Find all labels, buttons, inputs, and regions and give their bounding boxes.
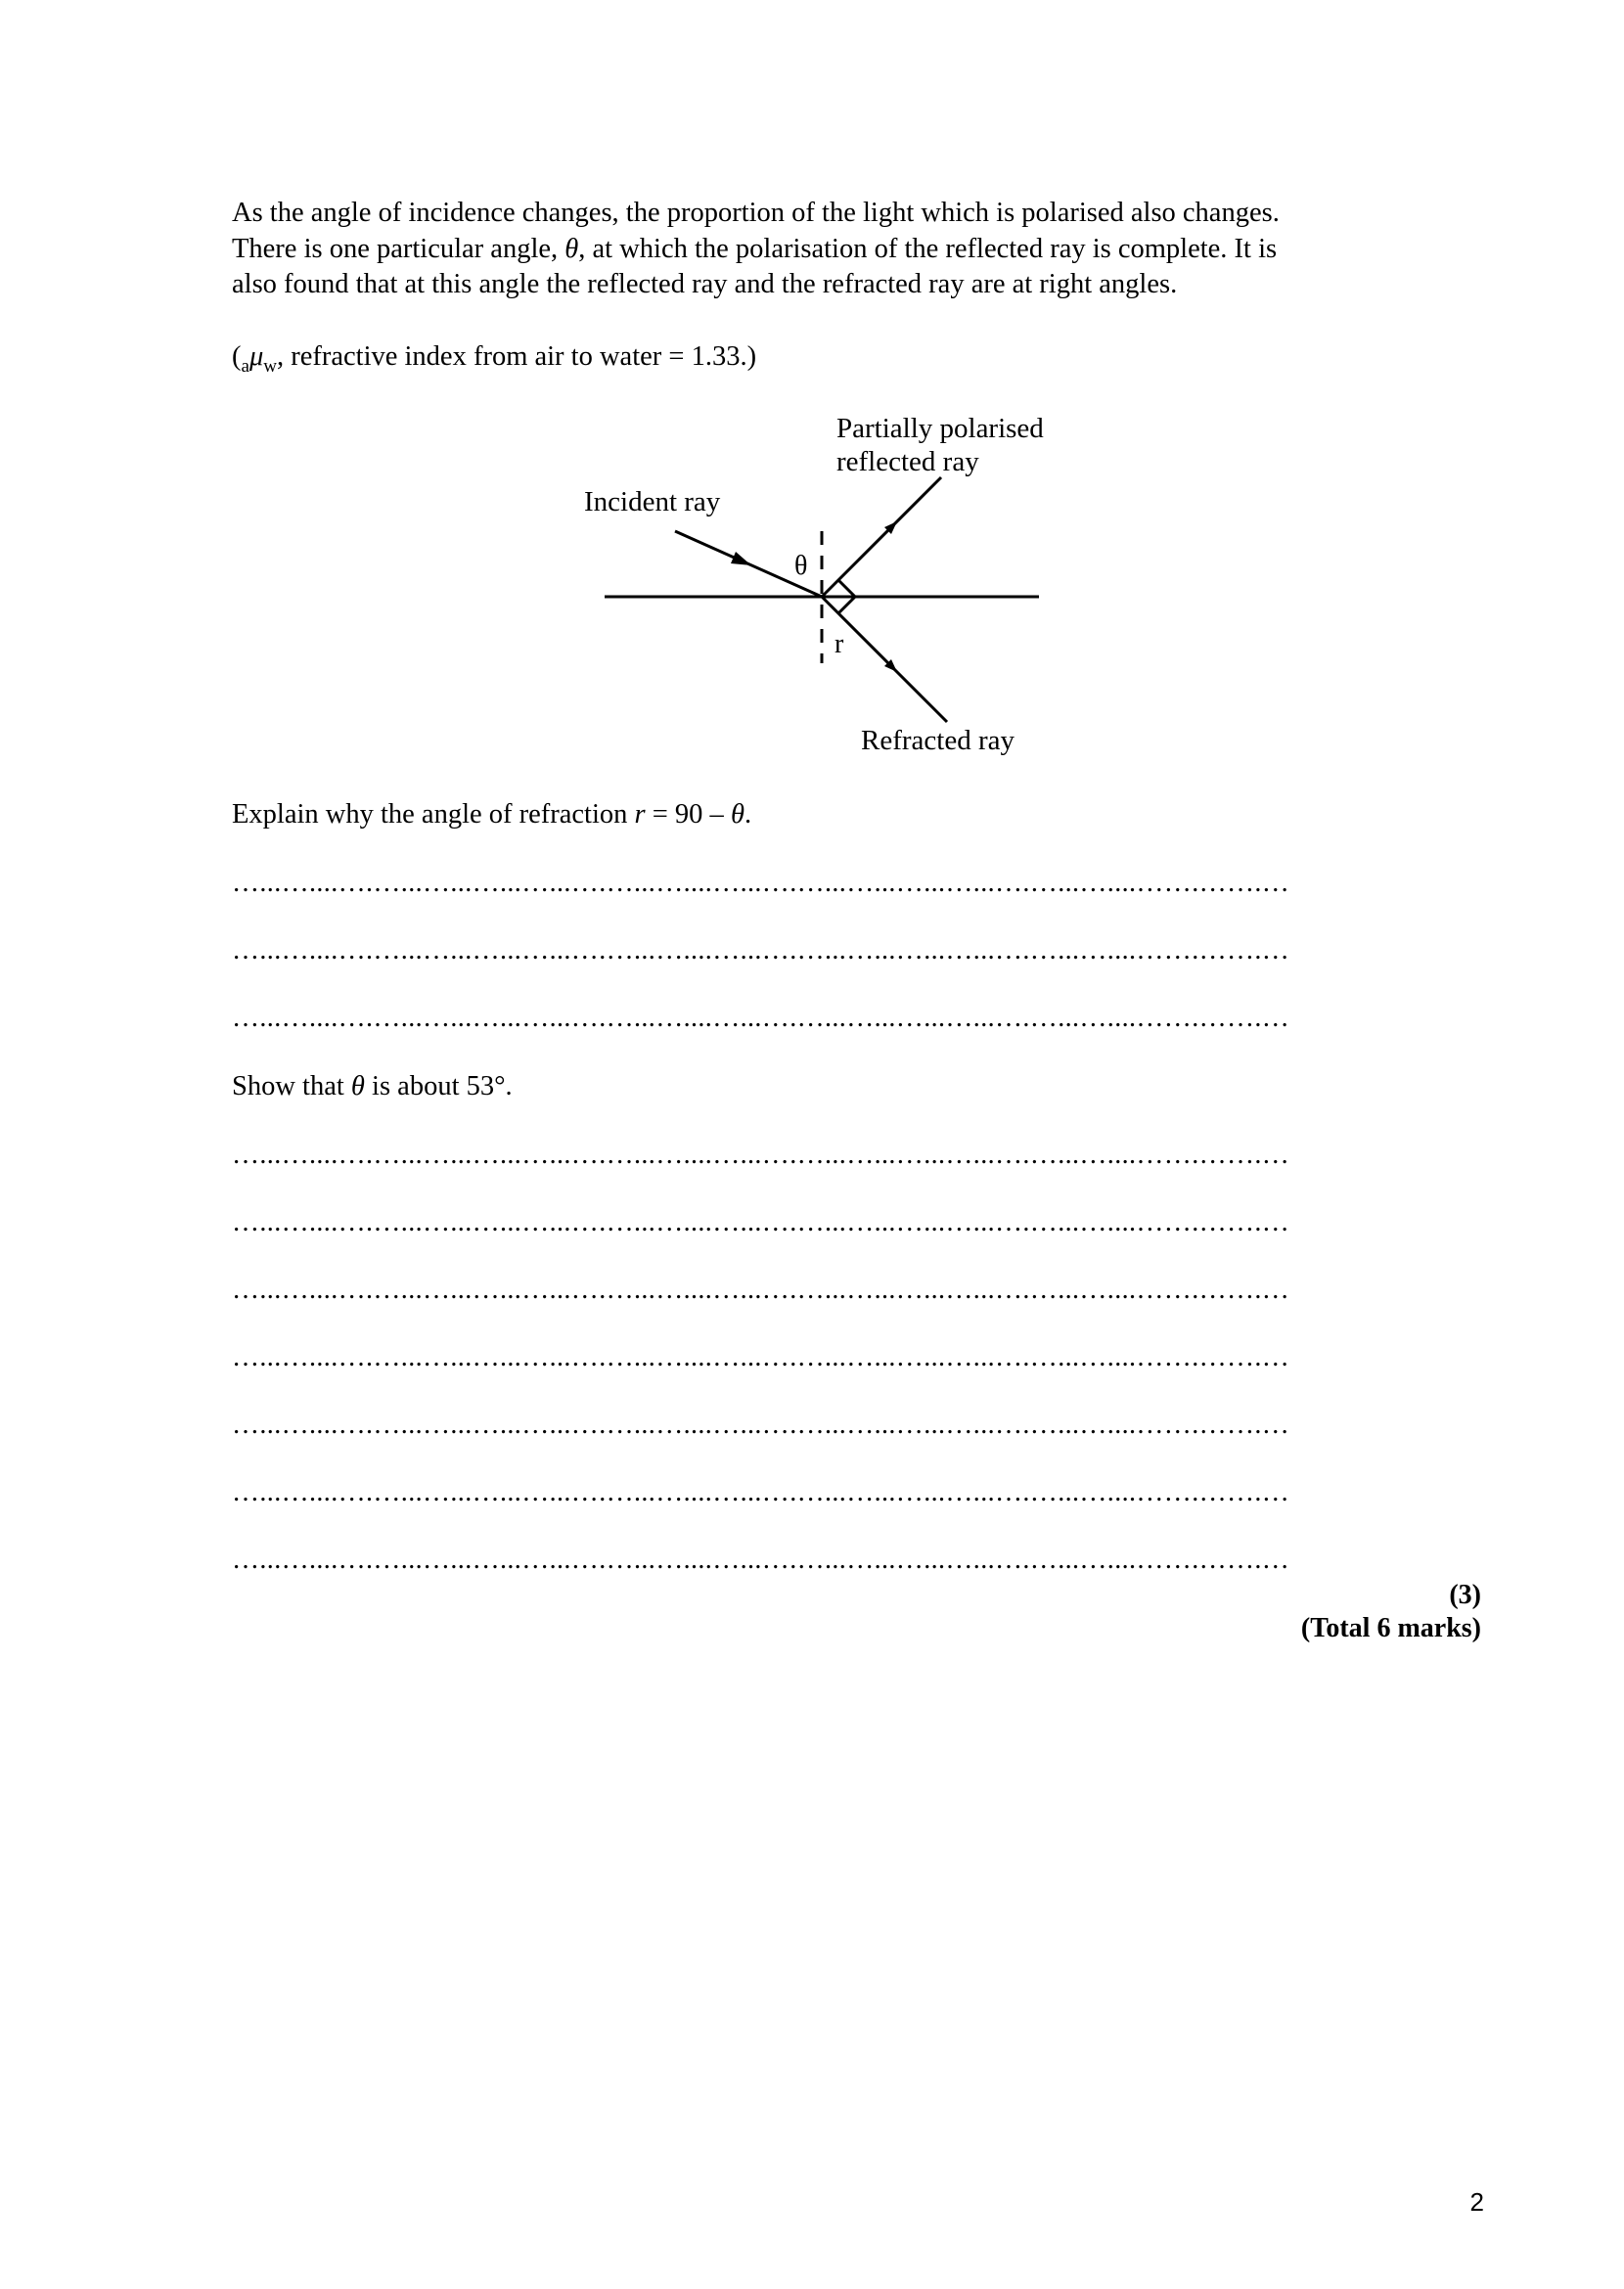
mu-symbol: μ	[248, 341, 264, 372]
question-explain-refraction	[232, 797, 1435, 833]
answer-line[interactable]: …...…....….…...…...…...…...….…...…....…...….…...…...…...…...….…...…....…….…….…	[232, 1207, 1290, 1237]
question-a-text-end: .	[744, 799, 752, 830]
intro-line-2b: , at which the polarisation of the reflected ray is complete. It is	[578, 233, 1278, 264]
answer-line[interactable]: …...…....….…...…...…...…...….…...…....…...….…...…...…...…...….…...…....…….…….…	[232, 1545, 1290, 1575]
part-marks: (3)	[1449, 1580, 1481, 1610]
page-number: 2	[1469, 2187, 1484, 2217]
question-b-text-end: is about 53°.	[364, 1071, 513, 1101]
answer-line[interactable]: …...…....….…...…...…...…...….…...…....…...….…...…...…...…...….…...…....…….…….…	[232, 1003, 1290, 1033]
note-sub-w: w	[263, 356, 277, 377]
question-a-text: Explain why the angle of refraction	[232, 799, 635, 830]
answer-line[interactable]: …...…....….…...…...…...…...….…...…....…...….…...…...…...…...….…...…....…….…….…	[232, 1275, 1290, 1305]
answer-line[interactable]: …...…....….…...…...…...…...….…...…....…...….…...…...…...…...….…...…....…….…….…	[232, 1477, 1290, 1507]
note-open-paren: (	[232, 341, 242, 372]
reflected-ray-label-line2: reflected ray	[836, 446, 979, 477]
answer-line[interactable]: …...…....….…...…...…...…...….…...…....…...….…...…...…...…...….…...…....…….…….…	[232, 868, 1290, 898]
answer-line[interactable]: …...…....….…...…...…...…...….…...…....…...….…...…...…...…...….…...…....…….…….…	[232, 935, 1290, 965]
reflected-ray-label-line1: Partially polarised	[836, 413, 1044, 444]
refracted-ray	[822, 597, 947, 722]
answer-line[interactable]: …...…....….…...…...…...…...….…...…....…...….…...…...…...…...….…...…....…….…….…	[232, 1140, 1290, 1170]
intro-line-3: also found that at this angle the reflected ray and the refracted ray are at right angles.	[232, 269, 1178, 299]
refracted-ray-label: Refracted ray	[861, 725, 1015, 756]
total-marks: (Total 6 marks)	[1300, 1613, 1481, 1643]
theta-symbol: θ	[564, 233, 579, 264]
note-text: , refractive index from air to water = 1.33.)	[276, 341, 757, 372]
question-a-text-mid: = 90 –	[645, 799, 731, 830]
incident-ray-label: Incident ray	[584, 486, 721, 517]
intro-line-1: As the angle of incidence changes, the proportion of the light which is polarised also changes.	[232, 198, 1280, 228]
theta-symbol: θ	[350, 1071, 365, 1101]
theta-angle-label: θ	[794, 551, 808, 581]
intro-line-2a: There is one particular angle,	[232, 233, 565, 264]
question-show-theta	[232, 1069, 1435, 1105]
polarisation-diagram	[0, 0, 1624, 783]
question-b-text: Show that	[232, 1071, 351, 1101]
r-symbol: r	[634, 799, 646, 830]
r-angle-label: r	[835, 629, 844, 659]
note-sub-a: a	[241, 356, 249, 377]
incident-ray-arrow	[731, 552, 751, 565]
theta-symbol: θ	[730, 799, 744, 830]
reflected-ray	[822, 477, 941, 597]
answer-line[interactable]: …...…....….…...…...…...…...….…...…....…...….…...…...…...…...….…...…....…….…….…	[232, 1410, 1290, 1440]
answer-line[interactable]: …...…....….…...…...…...…...….…...…....…...….…...…...…...…...….…...…....…….…….…	[232, 1342, 1290, 1372]
